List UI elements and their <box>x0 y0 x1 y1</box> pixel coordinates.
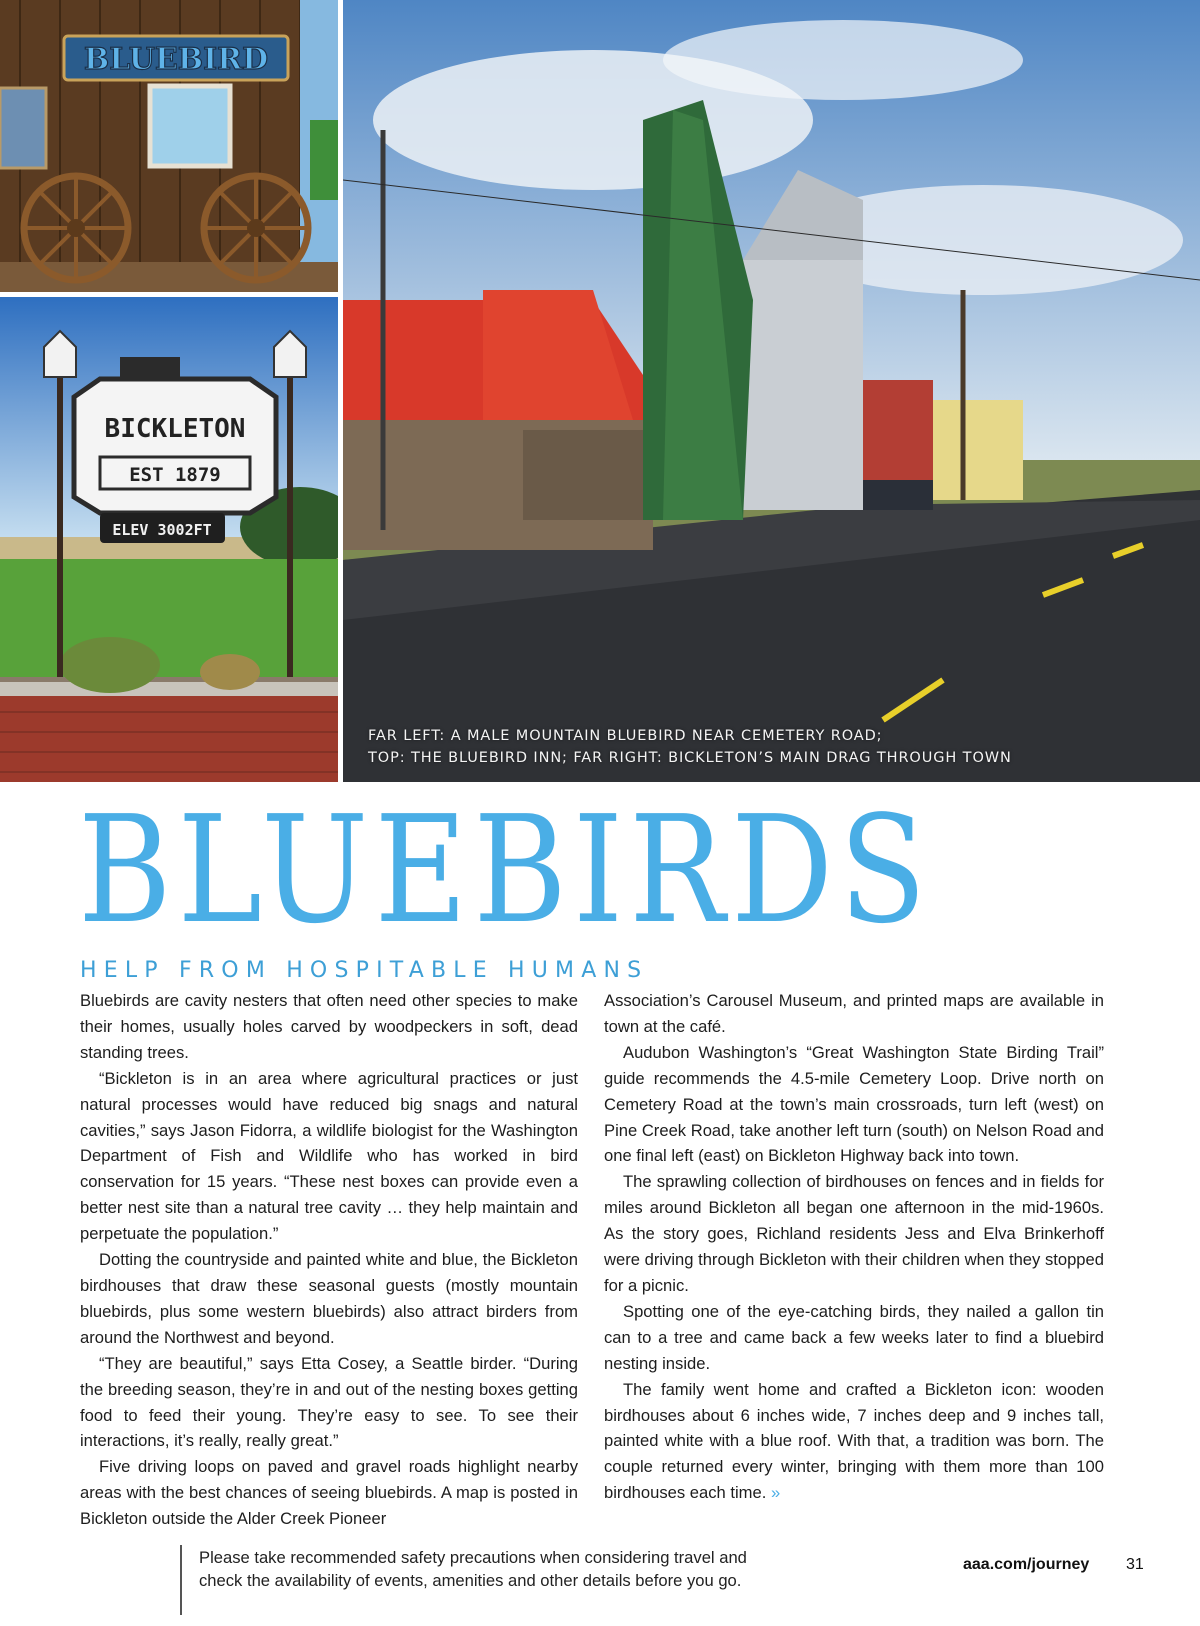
paragraph: Bluebirds are cavity nesters that often need other species to make their homes, usually holes carved by woodpeckers in soft, dead standing trees. <box>80 991 578 1062</box>
main-street-photo <box>343 0 1200 782</box>
paragraph: Five driving loops on paved and gravel roads highlight nearby areas with the best chances of seeing bluebirds. A map is posted in Bickleton outside the Alder Creek Pioneer <box>80 1457 578 1529</box>
footer-url[interactable]: aaa.com/journey <box>963 1556 1090 1573</box>
paragraph: “Bickleton is in an area where agricultural practices or just natural processes would have reduced big snags and natural cavities,” says Jason Fidorra, a wildlife biologist for the Washington Department of Fish and Wildlife who has worked in bird conservation for 15 years. “These nest boxes can provide even a better nest site than a natural tree cavity … they help maintain and perpetuate the population.” <box>80 1068 578 1244</box>
footer-note-line-1: Please take recommended safety precautions when considering travel and <box>199 1548 747 1567</box>
paragraph: “They are beautiful,” says Etta Cosey, a Seattle birder. “During the breeding season, they’re in and out of the nesting boxes getting food to feed their young. They’re easy to see. To see their interactions, it’s really, really great.” <box>80 1353 578 1451</box>
footer-divider <box>180 1545 182 1615</box>
bluebird-inn-photo <box>0 0 338 292</box>
paragraph: Association’s Carousel Museum, and printed maps are available in town at the café. <box>604 991 1104 1036</box>
headline: BLUEBIRDS <box>78 784 933 956</box>
paragraph: Dotting the countryside and painted white and blue, the Bickleton birdhouses that draw these seasonal guests (mostly mountain bluebirds, plus some western bluebirds) also attract birders from around the Northwest and beyond. <box>80 1250 578 1347</box>
body-column-right <box>604 988 1104 1506</box>
caption-line-1: FAR LEFT: A MALE MOUNTAIN BLUEBIRD NEAR CEMETERY ROAD; <box>368 728 883 744</box>
paragraph: Spotting one of the eye-catching birds, they nailed a gallon tin can to a tree and came back a few weeks later to find a bluebird nesting inside. <box>604 1301 1104 1373</box>
caption-line-2: TOP: THE BLUEBIRD INN; FAR RIGHT: BICKLETON’S MAIN DRAG THROUGH TOWN <box>368 750 1012 766</box>
continue-marker: » <box>770 1483 781 1503</box>
paragraph: The sprawling collection of birdhouses on fences and in fields for miles around Bickleton all began one afternoon in the mid-1960s. As the story goes, Richland residents Jess and Elva Brinkerhoff were driving through Bickleton with their children when they stopped for a picnic. <box>604 1172 1104 1295</box>
page-number: 31 <box>1126 1556 1144 1573</box>
subhead: HELP FROM HOSPITABLE HUMANS <box>80 958 649 983</box>
bickleton-sign-photo <box>0 297 338 782</box>
paragraph-text: The family went home and crafted a Bickleton icon: wooden birdhouses about 6 inches wide, 7 inches deep and 9 inches tall, painted white with a blue roof. With that, a tradition was born. The couple returned every winter, bringing with them more than 100 birdhouses each time. <box>604 1379 1104 1503</box>
paragraph <box>604 1377 1104 1507</box>
body-column-left <box>80 988 578 1532</box>
sign-name: BICKLETON <box>104 414 246 444</box>
photo-caption <box>368 725 1188 769</box>
sign-elev: ELEV 3002FT <box>112 521 212 539</box>
inn-sign-text: BLUEBIRD <box>83 42 269 77</box>
footer-note <box>199 1546 899 1592</box>
sign-est: EST 1879 <box>129 464 221 486</box>
footer-note-line-2: check the availability of events, amenities and other details before you go. <box>199 1571 742 1590</box>
paragraph: Audubon Washington’s “Great Washington State Birding Trail” guide recommends the 4.5-mile Cemetery Loop. Drive north on Cemetery Road at the town’s main crossroads, turn left (west) on Pine Creek Road, take another left turn (south) on Nelson Road and one final left (east) on Bickleton Highway back into town. <box>604 1042 1104 1166</box>
